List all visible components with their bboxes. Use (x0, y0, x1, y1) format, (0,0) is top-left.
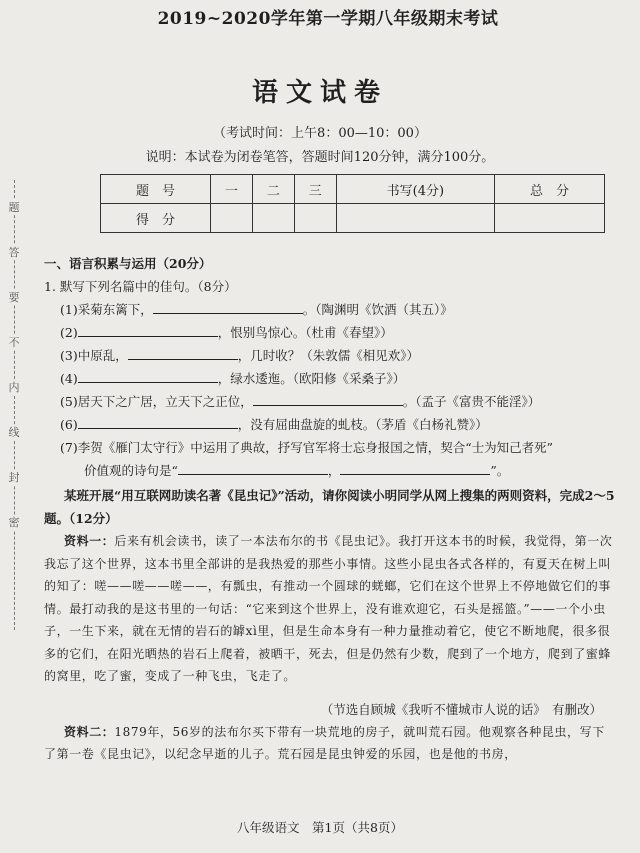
answer-blank[interactable] (128, 345, 238, 360)
item-text: ，几时收？（朱敦儒《相见欢》） (237, 348, 419, 363)
answer-blank[interactable] (178, 460, 328, 475)
score-table-score-row (101, 204, 605, 233)
page-title: 语文试卷 (251, 78, 388, 108)
score-table-cell: 得 分 (101, 204, 211, 233)
binding-char: 题 (4, 200, 24, 215)
material-two (44, 721, 616, 766)
score-input-cell[interactable] (494, 204, 604, 233)
exam-time: （考试时间：上午8：00—10：00） (213, 126, 427, 141)
material-one (44, 530, 616, 688)
item-text: (4) (60, 371, 78, 386)
binding-char: 密 (4, 515, 24, 530)
exam-instructions: 说明：本试卷为闭卷笔答，答题时间120分钟，满分100分。 (145, 150, 495, 165)
item-text: (1)采菊东篱下， (60, 302, 153, 317)
score-input-cell[interactable] (252, 204, 294, 233)
item-text: (6) (60, 417, 78, 432)
score-input-cell[interactable] (294, 204, 336, 233)
binding-char: 答 (4, 245, 24, 260)
exam-body (44, 252, 616, 766)
question-item (44, 413, 616, 436)
score-table-cell: 三 (294, 175, 336, 204)
binding-line (0, 180, 26, 630)
material-label: 资料二： (64, 724, 115, 739)
answer-blank[interactable] (78, 322, 218, 337)
score-table-header-row (101, 175, 605, 204)
item-text: ， (327, 463, 341, 478)
material-text: 1879年，56岁的法布尔买下带有一块荒地的房子，就叫荒石园。他观察各种昆虫，写下了第一卷《昆虫记》，以纪念早逝的儿子。荒石园是昆虫钟爱的乐园，也是他的书房， (44, 724, 605, 761)
item-text: ”。 (490, 463, 510, 478)
score-table-cell: 书写(4分) (336, 175, 494, 204)
item-text: ，绿水逶迤。（欧阳修《采桑子》） (217, 371, 406, 386)
answer-blank[interactable] (253, 391, 403, 406)
answer-blank[interactable] (78, 414, 238, 429)
binding-warning-text (4, 200, 24, 530)
binding-char: 封 (4, 470, 24, 485)
question-title: 1. 默写下列名篇中的佳句。（8分） (44, 279, 237, 294)
question-item (44, 390, 616, 413)
item-text: 。（陶渊明《饮酒（其五）》 (302, 302, 453, 317)
question-item (44, 367, 616, 390)
item-text: ，没有屈曲盘旋的虬枝。（茅盾《白杨礼赞》） (237, 417, 488, 432)
page-footer: 八年级语文 第1页（共8页） (237, 820, 403, 835)
material-text: 后来有机会读书，读了一本法布尔的书《昆虫记》。我打开这本书的时候，我觉得，第一次我忘了这个世界，这本书里全部讲的是我热爱的那些小事情。这些小昆虫各式各样的，有夏天在树上叫的知了：嗟——嗟——嗟——，有瓢虫，有推动一个圆球的蜣螂，它们在这个世界上不停地做它们的事情。最打动我的是这书里的一句话：“它来到这个世界上，没有谁欢迎它，石头是摇篮。”——一个小虫子，一生下来，就在无情的岩石的罅xì里，但是生命本身有一种力量推动着它，使它不断地爬，很多很多的它们，在阳光晒热的岩石上爬着，被晒干，死去，但是仍然有少数，爬到了一个地方，爬到了蜜蜂的窝里，吃了蜜，变成了一种飞虫，飞走了。 (44, 534, 613, 683)
question-item (44, 298, 616, 321)
item-text: (3)中原乱， (60, 348, 128, 363)
binding-char: 不 (4, 335, 24, 350)
material-source: （节选自顾城《我听不懂城市人说的话》 有删改） (320, 701, 602, 717)
reading-intro: 某班开展“用互联网助读名著《昆虫记》”活动，请你阅读小明同学从网上搜集的两则资料，完成2～5题。（12分） (44, 488, 615, 526)
score-input-cell[interactable] (336, 204, 494, 233)
score-table-cell: 题 号 (101, 175, 211, 204)
answer-blank[interactable] (153, 299, 303, 314)
item-text: (2) (60, 325, 78, 340)
binding-char: 内 (4, 380, 24, 395)
question-item (44, 321, 616, 344)
material-label: 资料一： (64, 534, 115, 548)
answer-blank[interactable] (78, 368, 218, 383)
score-table-cell: 二 (252, 175, 294, 204)
question-item: (7)李贺《雁门太守行》中运用了典故，抒写官军将士忘身报国之情，契合“士为知己者死” (60, 440, 553, 455)
binding-char: 要 (4, 290, 24, 305)
item-text: 。（孟子《富贵不能淫》） (402, 394, 541, 409)
item-text: ，恨别鸟惊心。（杜甫《春望》） (217, 325, 393, 340)
question-item (44, 344, 616, 367)
binding-char: 线 (4, 425, 24, 440)
section-title: 一、语言积累与运用（20分） (44, 256, 212, 271)
answer-blank[interactable] (340, 460, 490, 475)
question-item-continued (44, 459, 616, 482)
score-table-cell: 总 分 (494, 175, 604, 204)
score-table (100, 174, 605, 233)
score-table-cell: 一 (211, 175, 253, 204)
exam-header: 2019~2020学年第一学期八年级期末考试 (157, 9, 499, 29)
item-text: (5)居天下之广居，立天下之正位， (60, 394, 253, 409)
score-input-cell[interactable] (211, 204, 253, 233)
item-text: 价值观的诗句是“ (84, 463, 178, 478)
